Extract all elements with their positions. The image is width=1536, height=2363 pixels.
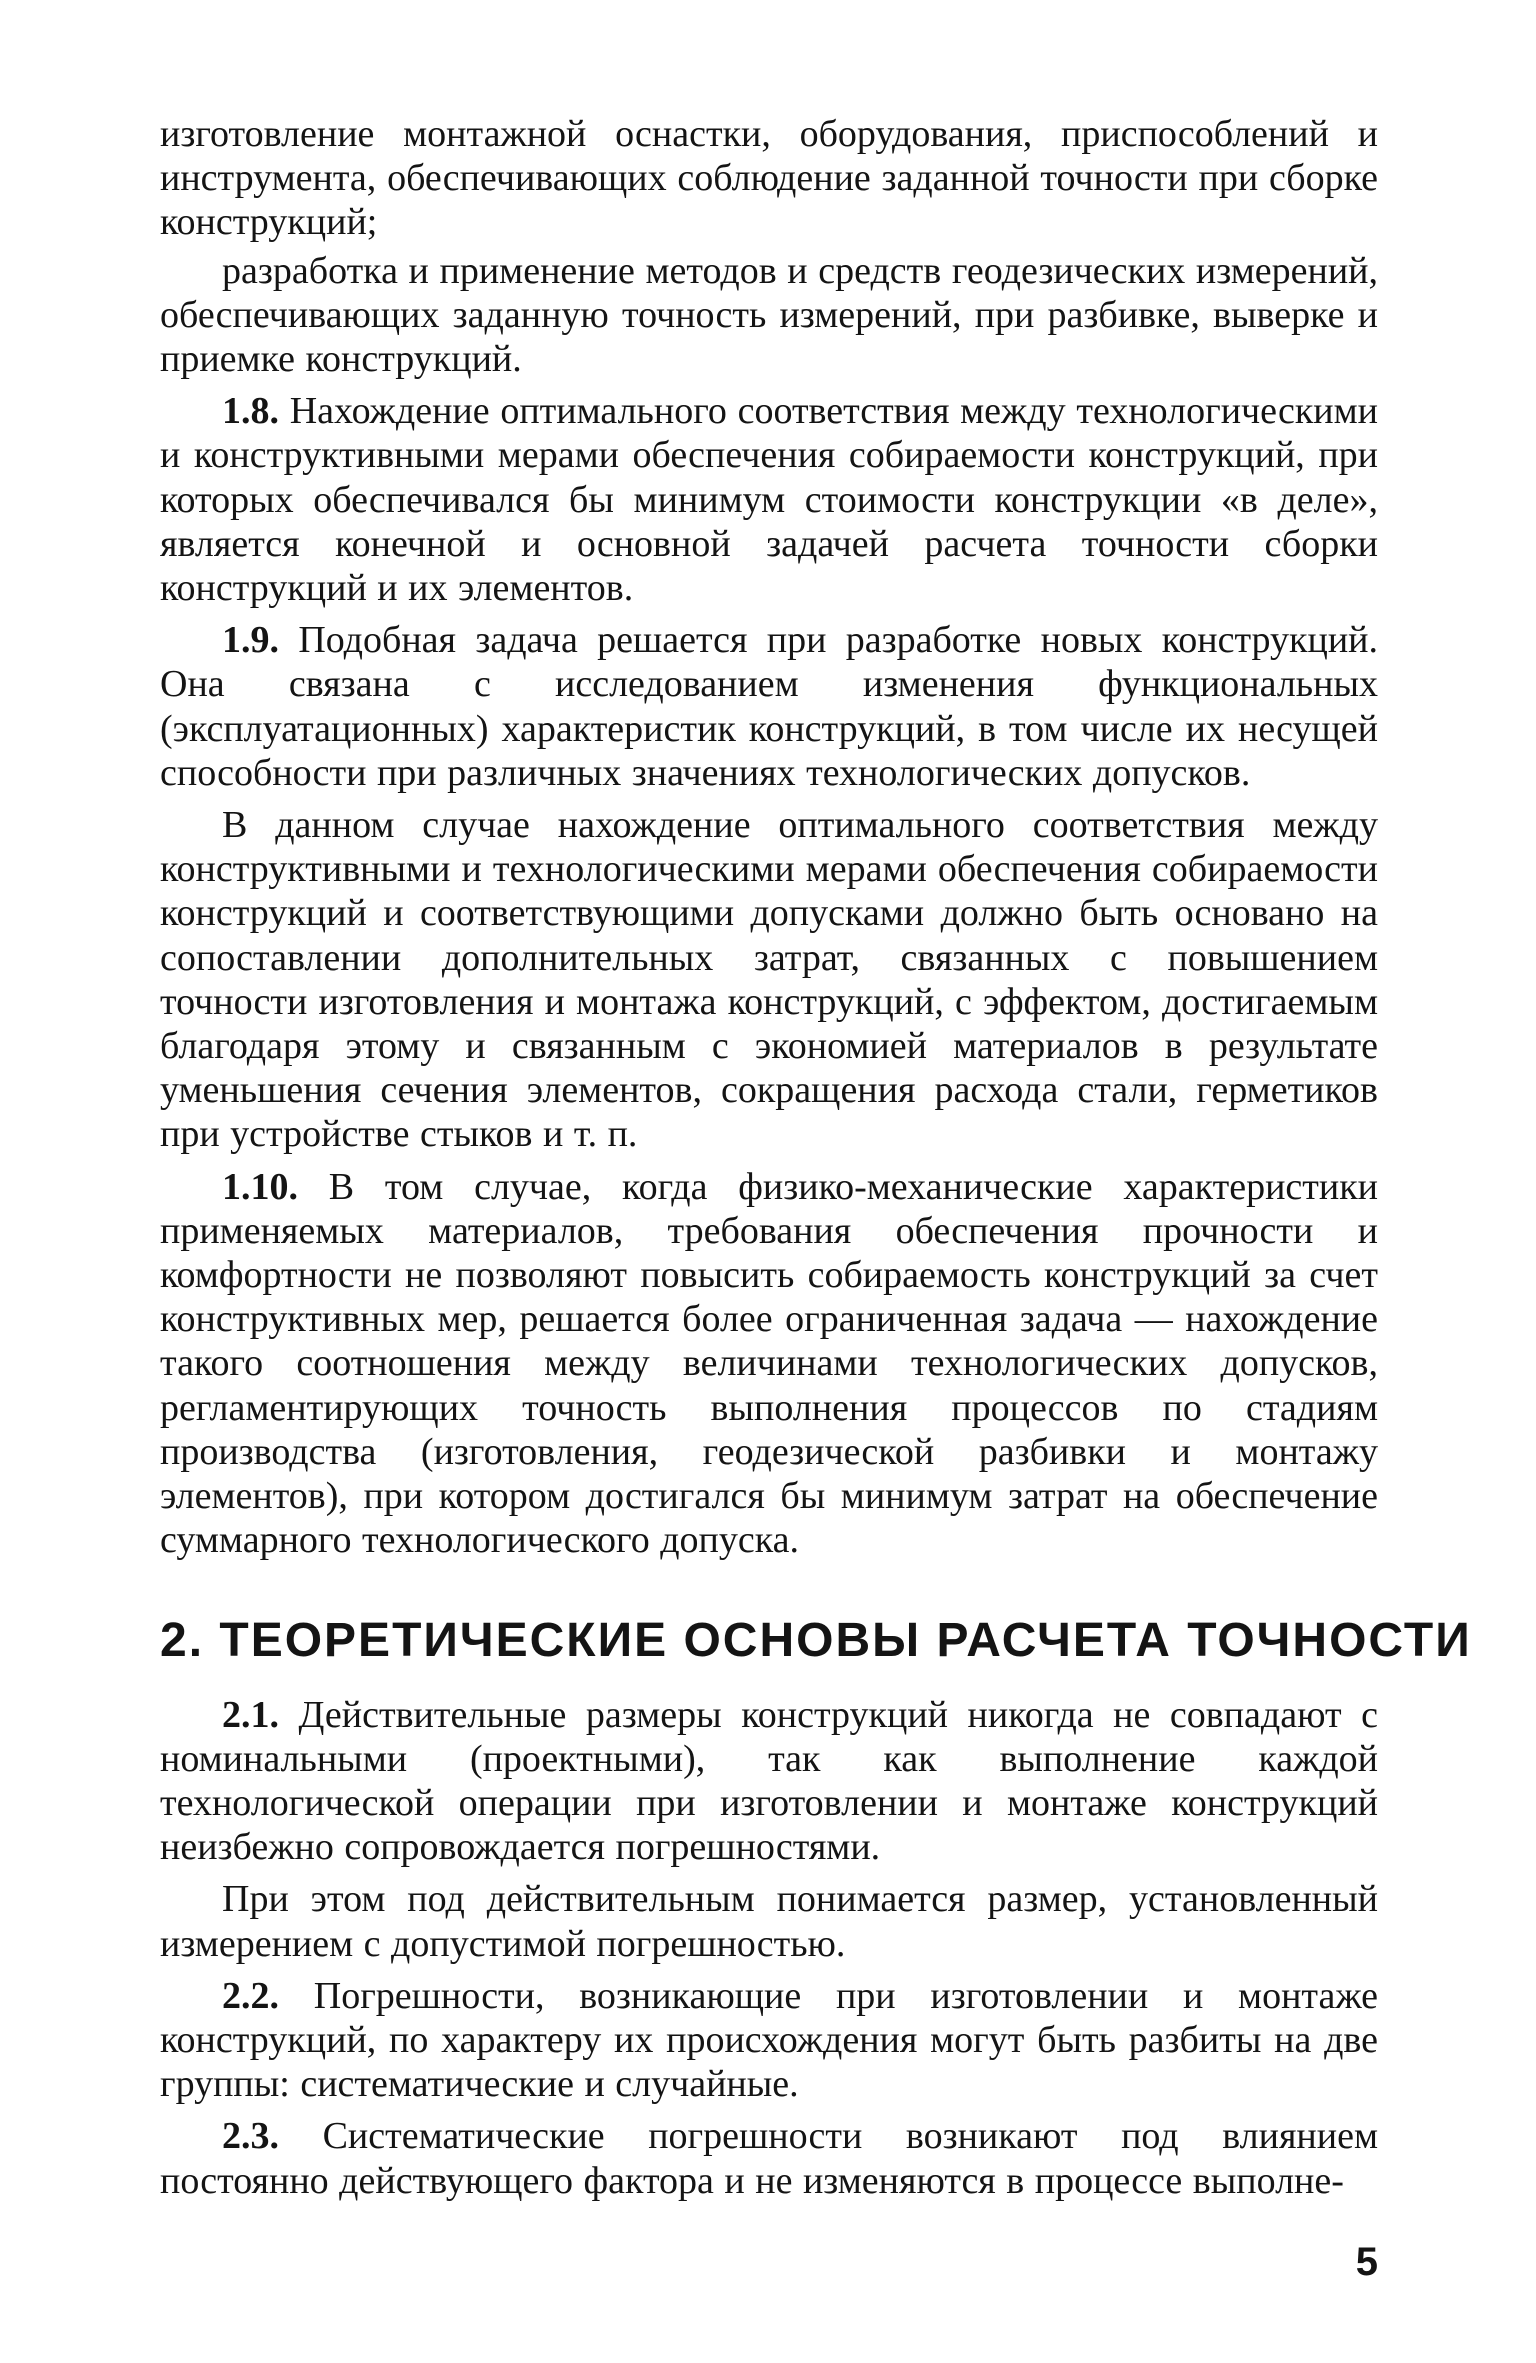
paragraph-list-item-2 xyxy=(160,249,1378,382)
paragraph-text: Нахождение оптимального соответствия между технологическими и конструктивными мерами обеспечения собираемости конструкций, при которых обеспечивался бы минимум стоимости конструкции «в деле», является конечной и основной задачей расчета точности сборки конструкций и их элементов. xyxy=(160,390,1379,610)
paragraph-1-10 xyxy=(160,1165,1378,1563)
paragraph-1-8 xyxy=(160,389,1378,610)
document-page xyxy=(160,112,1472,2211)
paragraph-list-item-1 xyxy=(160,112,1378,245)
paragraph-2-1-continued xyxy=(160,1877,1378,1965)
clause-number: 1.10. xyxy=(222,1165,298,1208)
paragraph-1-9 xyxy=(160,618,1378,795)
paragraph-2-2 xyxy=(160,1974,1378,2107)
clause-number: 2.3. xyxy=(222,2115,279,2158)
clause-number: 2.2. xyxy=(222,1974,279,2017)
paragraph-text: разработка и применение методов и средств геодезических измерений, обеспечивающих заданную точность измерений, при разбивке, выверке и приемке конструкций. xyxy=(160,249,1378,381)
paragraph-2-3 xyxy=(160,2114,1378,2202)
paragraph-text: Погрешности, возникающие при изготовлении и монтаже конструкций, по характеру их происхождения могут быть разбиты на две группы: систематические и случайные. xyxy=(160,1974,1378,2106)
paragraph-text: Систематические погрешности возникают под влиянием постоянно действующего фактора и не изменяются в процессе выполне- xyxy=(160,2115,1379,2202)
paragraph-text: В данном случае нахождение оптимального соответствия между конструктивными и технологическими мерами обеспечения собираемости конструкций и соответствующими допусками должно быть основано на сопоставлении дополнительных затрат, связанных с повышением точности изготовления и монтажа конструкций, с эффектом, достигаемым благодаря этому и связанным с экономией материалов в результате уменьшения сечения элементов, сокращения расхода стали, герметиков при устройстве стыков и т. п. xyxy=(160,804,1378,1156)
paragraph-text: Подобная задача решается при разработке новых конструкций. Она связана с исследованием изменения функциональных (эксплуатационных) характеристик конструкций, в том числе их несущей способности при различных значениях технологических допусков. xyxy=(160,619,1378,794)
paragraph-text: изготовление монтажной оснастки, оборудования, приспособлений и инструмента, обеспечивающих соблюдение заданной точности при сборке конструкций; xyxy=(160,113,1378,244)
paragraph-text: При этом под действительным понимается размер, установленный измерением с допустимой погрешностью. xyxy=(160,1878,1378,1965)
paragraph-2-1 xyxy=(160,1693,1378,1870)
paragraph-text: В том случае, когда физико-механические характеристики применяемых материалов, требования обеспечения прочности и комфортности не позволяют повысить собираемость конструкций за счет конструктивных мер, решается более ограниченная задача — нахождение такого соотношения между величинами технологических допусков, регламентирующих точность выполнения процессов по стадиям производства (изготовления, геодезической разбивки и монтажу элементов), при котором достигался бы минимум затрат на обеспечение суммарного технологического допуска. xyxy=(160,1165,1379,1562)
clause-number: 2.1. xyxy=(222,1693,279,1736)
paragraph-text: Действительные размеры конструкций никогда не совпадают с номинальными (проектными), так как выполнение каждой технологической операции при изготовлении и монтаже конструкций неизбежно сопровождается погрешностями. xyxy=(160,1693,1379,1869)
clause-number: 1.9. xyxy=(222,619,279,662)
clause-number: 1.8. xyxy=(222,390,279,433)
paragraph-1-9-continued xyxy=(160,803,1378,1157)
page-number: 5 xyxy=(1355,2240,1378,2284)
section-heading: 2. ТЕОРЕТИЧЕСКИЕ ОСНОВЫ РАСЧЕТА ТОЧНОСТИ xyxy=(160,1613,1472,1667)
